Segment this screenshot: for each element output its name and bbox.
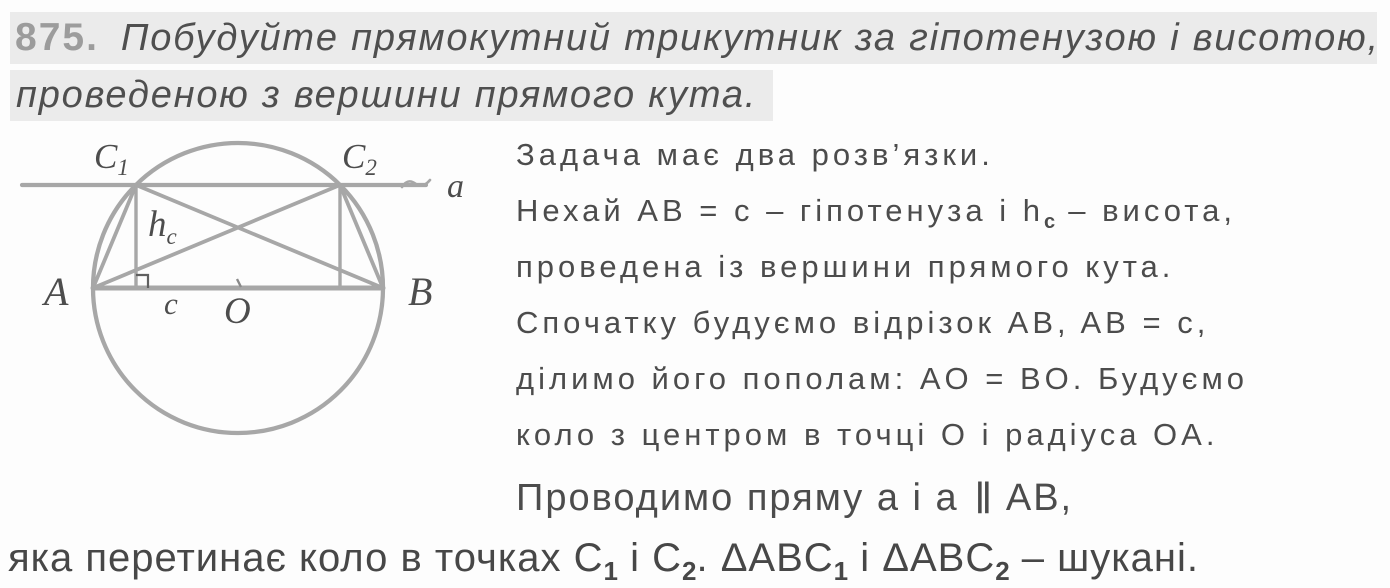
final-line-part-5: – шукані. [1009,536,1199,580]
label-line-a: a [447,168,464,205]
c2-subscript: 2 [682,556,697,586]
c1-subscript: 1 [603,556,618,586]
solution-line-5: ділимо його пополам: AO = BO. Будуємо [516,361,1249,396]
problem-statement-line-2 [10,70,773,121]
solution-line-4: Спочатку будуємо відрізок AB, AB = c, [516,305,1210,340]
solution-line-7-text: Проводимо пряму a і a [516,477,972,519]
label-point-b: B [408,269,433,314]
abc2-subscript: 2 [995,556,1010,586]
parallel-symbol: ‖ [974,474,993,523]
problem-text-line-1: Побудуйте прямокутний трикутник за гіпотенузою і висотою, [120,16,1380,59]
solution-line-7 [516,466,1248,526]
final-line-part-4: і ΔABC [848,536,996,580]
final-line-part-3: . ΔABC [696,536,834,580]
label-center-o: O [224,291,251,332]
label-c1: $C_1$ [94,137,129,180]
solution-line-7-tail: AB, [995,477,1074,519]
solution-final-line [8,532,1199,584]
problem-number: 875. [15,16,99,59]
solution-line-2-tail: – висота, [1055,193,1236,228]
solution-line-1: Задача має два розв’язки. [516,137,994,172]
final-line-part-1: яка перетинає коло в точках C [8,536,604,580]
problem-statement-line-1 [10,12,1380,64]
label-segment-c: c [164,286,178,321]
abc1-subscript: 1 [833,556,849,586]
final-line-part-2: і C [618,536,682,580]
solution-text [516,127,1248,526]
solution-line-2-text: Нехай AB = c – гіпотенуза і h [516,193,1044,228]
problem-text-line-2: проведеною з вершини прямого кута. [16,74,758,116]
label-point-a: A [44,269,69,314]
solution-line-2 [516,183,1248,239]
construction-figure [10,130,500,480]
label-height-hc: $h_c$ [148,204,177,249]
solution-line-3: проведена із вершини прямого кута. [516,249,1175,284]
h-subscript: c [1043,211,1056,233]
solution-line-6: коло з центром в точці O і радіуса OA. [516,417,1219,452]
label-c2: $C_2$ [342,137,377,180]
